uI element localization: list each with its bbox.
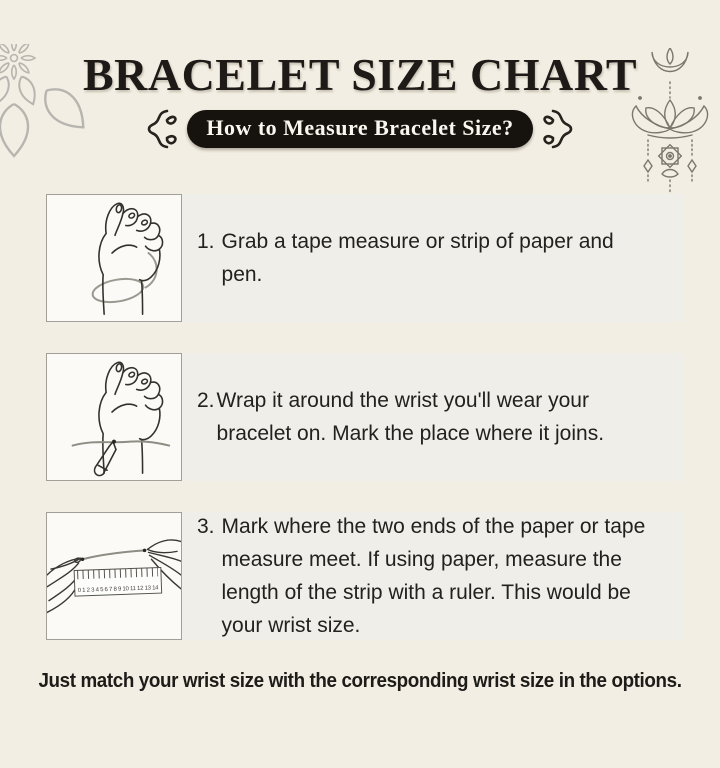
step-number: 1. (197, 230, 215, 253)
step-text: Wrap it around the wrist you'll wear your bracelet on. Mark the place where it joins. (216, 389, 605, 445)
fist-with-marker-icon (47, 354, 181, 480)
footer-note: Just match your wrist size with the corresponding wrist size in the options. (38, 670, 682, 692)
step3-illustration-box (46, 512, 182, 640)
how-to-badge: How to Measure Bracelet Size? (187, 110, 532, 148)
step-number: 2. (197, 389, 215, 412)
right-flourish-icon (543, 108, 583, 150)
steps-list (46, 194, 684, 640)
page-title: BRACELET SIZE CHART (82, 49, 638, 100)
step-text: Grab a tape measure or strip of paper and pen. (221, 230, 614, 286)
hands-holding-ruler-icon (47, 513, 181, 639)
step-number: 3. (197, 515, 215, 538)
fist-with-bracelet-icon (47, 195, 181, 321)
left-flourish-icon (137, 108, 177, 150)
subtitle-row (0, 108, 720, 150)
ruler-numbers: 0 1 2 3 4 5 6 7 8 9 10 11 12 13 14 (77, 585, 159, 595)
step-text: Mark where the two ends of the paper or tape measure meet. If using paper, measure the length of the strip with a ruler. This would be your wrist size. (221, 515, 646, 637)
step2-illustration-box (46, 353, 182, 481)
step-row-2 (46, 353, 684, 481)
step1-illustration-box (46, 194, 182, 322)
step-row-1 (46, 194, 684, 322)
step-row-3 (46, 512, 684, 640)
